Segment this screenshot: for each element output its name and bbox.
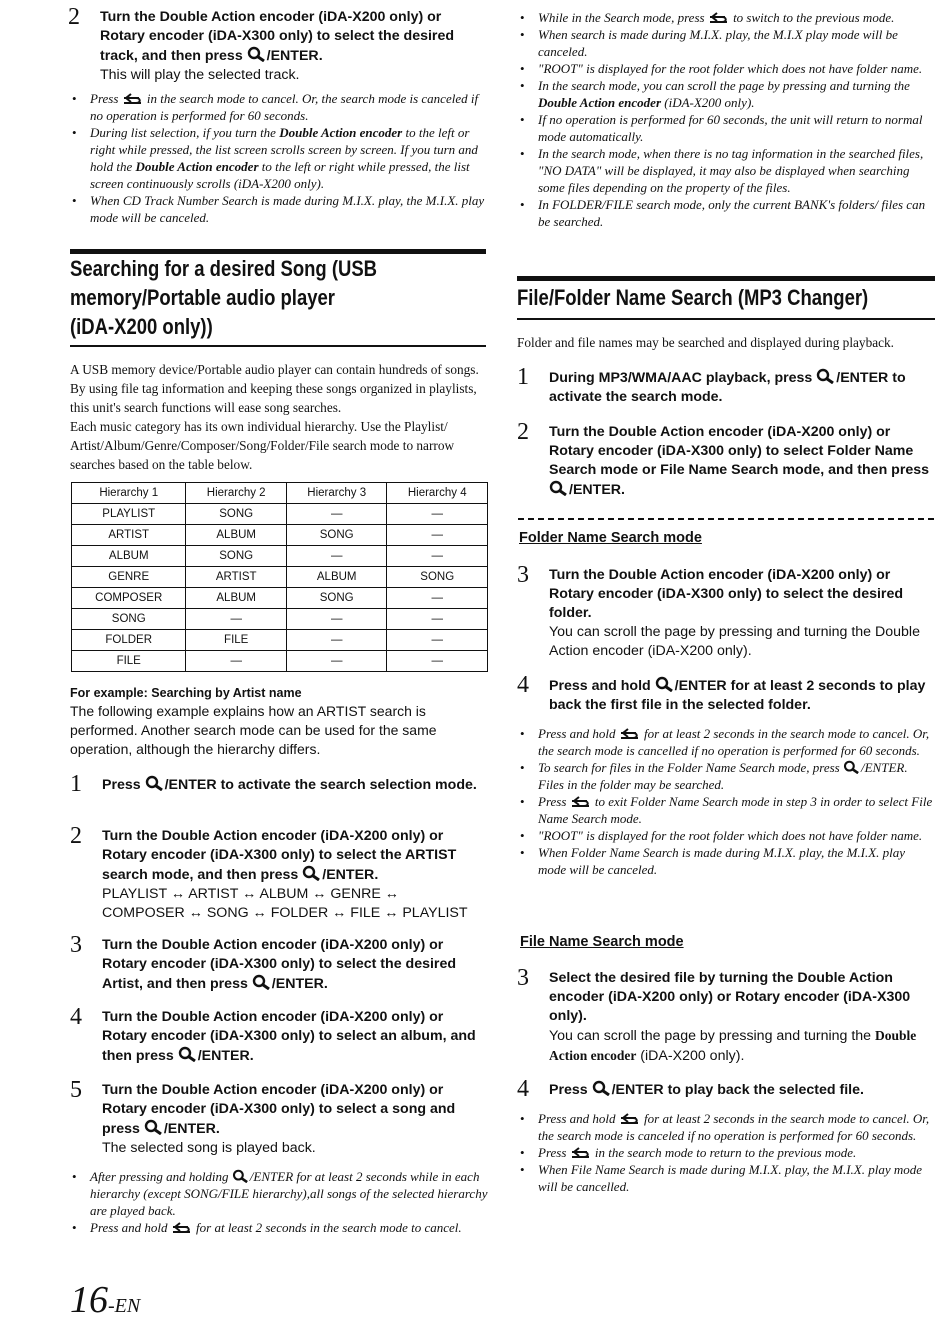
step-text: (iDA-X300 only) to select a song and press [102, 1101, 456, 1137]
return-icon [171, 1222, 193, 1234]
file-name-search-heading: File Name Search mode [520, 934, 684, 950]
step-text: to play back the selected file. [663, 1082, 864, 1098]
bullet-text: for at least 2 seconds in the search mode to cancel. [192, 1220, 462, 1235]
table-cell: — [286, 546, 387, 567]
bullet-list-bottom-left [70, 1168, 488, 1236]
bullet-text: to the left or right while pressed, the list screen continuously scrolls (iDA-X200 only). [90, 159, 470, 191]
step-number: 4 [517, 1076, 529, 1102]
search-icon [232, 1169, 250, 1183]
table-cell: FILE [186, 630, 287, 651]
hierarchy-table [71, 482, 488, 672]
search-icon [302, 865, 322, 881]
step-text: for at least 2 seconds to play back the first file in the selected folder. [549, 678, 926, 713]
bullet-text: When Folder Name Search is made during M.I.X. play, the M.I.X. play mode will be canceled. [538, 845, 906, 877]
table-cell: SONG [186, 504, 287, 525]
section-underline [517, 318, 935, 320]
folder-name-search-heading: Folder Name Search mode [519, 530, 702, 546]
title-line: (iDA-X200 only)) [70, 314, 213, 339]
bullet-text: in the search mode to return to the previous mode. [591, 1145, 857, 1160]
bullet-item [518, 1110, 936, 1144]
bullet-item [518, 111, 936, 145]
return-icon [708, 12, 730, 24]
step-text: . [215, 1121, 220, 1137]
step-note-bold: Double Action encoder [549, 1028, 917, 1063]
step-text: (iDA-X300 only) to select the desired Artist, and then press [102, 956, 457, 992]
step-text-bold: Rotary encoder [549, 443, 654, 459]
bullet-item [70, 192, 488, 226]
folder-step-3-select-folder [517, 562, 935, 661]
table-cell: COMPOSER [72, 588, 186, 609]
bullet-text: Press and hold [538, 726, 619, 741]
table-cell: ARTIST [186, 567, 287, 588]
step-number: 3 [70, 932, 82, 958]
step-number: 3 [517, 965, 529, 991]
return-icon [619, 728, 641, 740]
table-cell: — [387, 651, 488, 672]
example-heading: For example: Searching by Artist name [70, 686, 302, 700]
step-text: Press [549, 1082, 592, 1098]
right-intro: Folder and file names may be searched and displayed during playback. [517, 335, 894, 350]
bullet-item [518, 77, 936, 111]
step-text: Turn the [549, 424, 609, 440]
bullet-text: "ROOT" is displayed for the root folder which does not have folder name. [538, 61, 923, 76]
bullet-text-bold: Double Action encoder [135, 159, 259, 174]
step-text: (iDA-X300 only) to select the desired folder. [549, 586, 904, 621]
bullet-text-bold: Double Action encoder [279, 125, 403, 140]
bullet-text: To search for files in the Folder Name Search mode, press [538, 760, 843, 775]
step-text: Turn the [100, 9, 160, 25]
step-text: (iDA-X200 only) or [604, 989, 736, 1005]
table-cell: — [387, 588, 488, 609]
search-icon [592, 1080, 612, 1096]
table-cell: — [387, 504, 488, 525]
step-text: (iDA-X200 only) or [316, 1082, 444, 1098]
step-text-bold: Double Action encoder [159, 9, 315, 25]
bullet-item [518, 60, 936, 77]
step-text-bold: Double Action encoder [161, 937, 317, 953]
enter-label: /ENTER [271, 976, 324, 992]
bullet-item [518, 759, 936, 793]
step-text-bold: Rotary encoder [100, 28, 205, 44]
section-title-file-folder-search: File/Folder Name Search (MP3 Changer) [517, 285, 869, 310]
step-number: 2 [68, 4, 80, 30]
search-icon [655, 676, 675, 692]
step-text-bold: Double Action encoder [161, 1009, 317, 1025]
step-text: During MP3/WMA/AAC playback, press [549, 370, 817, 386]
bullet-text: "ROOT" is displayed for the root folder which does not have folder name. [538, 828, 923, 843]
section-rule [517, 276, 935, 281]
table-cell: FILE [72, 651, 186, 672]
step-text-bold: Double Action encoder [549, 970, 893, 1005]
step-text: Select the desired file by turning the [549, 970, 798, 986]
bullet-text-bold: Double Action encoder [538, 95, 662, 110]
table-cell: SONG [286, 588, 387, 609]
column-header: Hierarchy 4 [387, 483, 488, 504]
bullet-text: In FOLDER/FILE search mode, only the current BANK's folders/ files can be searched. [538, 197, 926, 229]
table-cell: — [186, 609, 287, 630]
step-text-bold: Rotary encoder [102, 1101, 207, 1117]
bullet-item [518, 1144, 936, 1161]
return-icon [619, 1113, 641, 1125]
table-row [72, 567, 488, 588]
table-cell: — [387, 630, 488, 651]
title-line: memory/Portable audio player [70, 285, 335, 310]
bullet-item [518, 725, 936, 759]
step-note: You can scroll the page by pressing and turning the Double Action encoder (iDA-X200 only). [549, 624, 920, 659]
column-header: Hierarchy 1 [72, 483, 186, 504]
step-text: Press and hold [549, 678, 655, 694]
enter-label: /ENTER [674, 678, 727, 694]
step-number: 5 [70, 1077, 82, 1103]
folder-bullet-list [518, 725, 936, 878]
bullet-text: to switch to the previous mode. [729, 10, 895, 25]
file-step-4-play-file [517, 1076, 935, 1102]
step-text: Turn the [102, 1009, 162, 1025]
step-text-bold: Rotary encoder [735, 989, 840, 1005]
search-icon [549, 480, 569, 496]
return-icon [122, 93, 144, 105]
step-text: (iDA-X200 only) or [763, 424, 891, 440]
table-header-row [72, 483, 488, 504]
step-text: . [323, 976, 328, 992]
table-cell: ALBUM [286, 567, 387, 588]
table-row [72, 525, 488, 546]
table-cell: — [387, 525, 488, 546]
intro-paragraph [70, 360, 488, 474]
table-cell: ALBUM [186, 588, 287, 609]
bullet-item [70, 124, 488, 192]
step-note: (iDA-X200 only). [636, 1048, 745, 1064]
search-icon [816, 368, 836, 384]
intro-text: A USB memory device/Portable audio player can contain hundreds of songs. By using file tag information and keeping these songs organized in playlists, this unit's search functions will ease song searches. [70, 362, 479, 415]
bullet-text: in the search mode to cancel. Or, the search mode is canceled if no operation is performed for 60 seconds. [90, 91, 479, 123]
bullet-text: Press [538, 1145, 570, 1160]
bullet-text: Press [90, 91, 122, 106]
step-text: (iDA-X200 only) or [316, 828, 444, 844]
table-cell: ALBUM [186, 525, 287, 546]
step-text: Turn the [102, 937, 162, 953]
table-row [72, 651, 488, 672]
bullet-item [518, 793, 936, 827]
mode-cycle-line: COMPOSER ↔ SONG ↔ FOLDER ↔ FILE ↔ PLAYLIST [102, 905, 468, 921]
step-1-activate-search [70, 771, 488, 797]
bullet-text: /ENTER for at least 2 seconds while in each hierarchy (except SONG/FILE hierarchy),all songs of the selected hierarchy are played back. [90, 1169, 488, 1218]
table-row [72, 588, 488, 609]
bullet-item [518, 9, 936, 26]
bullet-text: When CD Track Number Search is made during M.I.X. play, the M.I.X. play mode will be canceled. [90, 193, 485, 225]
table-cell: — [286, 630, 387, 651]
column-header: Hierarchy 2 [186, 483, 287, 504]
page-number [70, 1278, 140, 1322]
bullet-text: When search is made during M.I.X. play, the M.I.X play mode will be canceled. [538, 27, 898, 59]
step-4-select-album [70, 1004, 488, 1066]
table-cell: — [286, 504, 387, 525]
step-note: You can scroll the page by pressing and turning the [549, 1028, 876, 1044]
step-text: . [318, 48, 323, 64]
step-text: to activate the search mode. [549, 370, 906, 405]
step-text-bold: Double Action encoder [608, 567, 764, 583]
table-cell: — [387, 546, 488, 567]
bullet-text: While in the Search mode, press [538, 10, 708, 25]
return-icon [570, 1147, 592, 1159]
table-cell: FOLDER [72, 630, 186, 651]
search-icon [252, 974, 272, 990]
enter-label: /ENTER [266, 48, 319, 64]
bullet-text: In the search mode, you can scroll the page by pressing and turning the [538, 78, 910, 93]
section-underline [70, 345, 486, 347]
bullet-text: During list selection, if you turn the [90, 125, 280, 140]
bullet-text: Press [538, 794, 570, 809]
step-text: to activate the search selection mode. [216, 777, 477, 793]
search-icon [144, 1119, 164, 1135]
search-icon [178, 1046, 198, 1062]
bullet-text: to the left or right while pressed, the list screen scrolls screen by screen. If you turn and hold the [90, 125, 478, 174]
step-text-bold: Rotary encoder [102, 1028, 207, 1044]
step-number: 1 [517, 364, 529, 390]
step-text: (iDA-X300 only) to select the ARTIST search mode, and then press [102, 847, 457, 883]
bullet-text: Press and hold [538, 1111, 619, 1126]
step-number: 1 [70, 771, 82, 797]
bullet-text: When File Name Search is made during M.I.X. play, the M.I.X. play mode will be cancelled. [538, 1162, 923, 1194]
bullet-item [518, 26, 936, 60]
step-text: (iDA-X300 only) to select the desired track, and then press [100, 28, 455, 64]
example-text: The following example explains how an ARTIST search is performed. Another search mode can be used for the same operation, although the hierarchy differs. [70, 703, 437, 757]
bullet-text: If no operation is performed for 60 seconds, the unit will return to normal mode automatically. [538, 112, 923, 144]
step-text-bold: Rotary encoder [549, 586, 654, 602]
step-text-bold: Double Action encoder [608, 424, 764, 440]
step-number: 2 [70, 823, 82, 849]
bullet-item [518, 196, 936, 230]
step-2-select-name-search-mode [517, 419, 935, 500]
step-text: Turn the [102, 1082, 162, 1098]
step-text: Turn the [549, 567, 609, 583]
table-cell: SONG [72, 609, 186, 630]
bullet-text: for at least 2 seconds in the search mode to cancel. Or, the search mode is canceled if no operation is performed for 60 seconds. [538, 1111, 930, 1143]
step-text: (iDA-X300 only) to select Folder Name Search mode or File Name Search mode, and then press [549, 443, 930, 478]
step-2-artist-mode [70, 823, 488, 923]
step-1-activate-mp3-search [517, 364, 935, 407]
search-icon [247, 46, 267, 62]
step-number: 4 [70, 1004, 82, 1030]
enter-label: /ENTER [569, 482, 622, 498]
step-text: (iDA-X300 only). [549, 989, 911, 1024]
enter-label: /ENTER [611, 1082, 664, 1098]
enter-label: /ENTER [163, 1121, 216, 1137]
step-number: 3 [517, 562, 529, 588]
step-text: (iDA-X200 only) or [316, 1009, 444, 1025]
page-suffix: -EN [108, 1295, 141, 1317]
step-text: (iDA-X200 only) or [314, 9, 442, 25]
enter-label: /ENTER [322, 867, 375, 883]
step-text: . [374, 867, 379, 883]
table-cell: — [286, 651, 387, 672]
title-line: Searching for a desired Song (USB [70, 256, 378, 281]
step-text: (iDA-X200 only) or [316, 937, 444, 953]
step-text: . [249, 1048, 254, 1064]
table-row [72, 504, 488, 525]
enter-label: /ENTER [836, 370, 889, 386]
bullet-text: for at least 2 seconds in the search mode to cancel. Or, the search mode is cancelled if no operation is performed for 60 seconds. [538, 726, 930, 758]
search-icon [843, 760, 861, 774]
step-3-select-artist [70, 932, 488, 994]
step-text-bold: Rotary encoder [102, 847, 207, 863]
search-icon [145, 775, 165, 791]
table-cell: — [186, 651, 287, 672]
folder-step-4-play-first-file [517, 672, 935, 715]
return-icon [570, 796, 592, 808]
file-bullet-list [518, 1110, 936, 1195]
table-cell: — [286, 609, 387, 630]
table-row [72, 630, 488, 651]
step-text-bold: Double Action encoder [161, 828, 317, 844]
page-number-value: 16 [70, 1279, 108, 1321]
bullet-item [518, 827, 936, 844]
table-cell: — [387, 609, 488, 630]
table-cell: SONG [387, 567, 488, 588]
step-text: (iDA-X300 only) to select an album, and then press [102, 1028, 476, 1064]
table-cell: ARTIST [72, 525, 186, 546]
step-text: Press [102, 777, 145, 793]
step-note: The selected song is played back. [102, 1140, 316, 1156]
bullet-list-top-right [518, 9, 936, 230]
table-cell: SONG [286, 525, 387, 546]
table-cell: GENRE [72, 567, 186, 588]
table-cell: ALBUM [72, 546, 186, 567]
section-title-song-search [70, 254, 377, 341]
step-text: Turn the [102, 828, 162, 844]
bullet-list-top-left [70, 90, 488, 226]
enter-label: /ENTER [197, 1048, 250, 1064]
bullet-text: (iDA-X200 only). [661, 95, 755, 110]
step-text-bold: Rotary encoder [102, 956, 207, 972]
bullet-item [70, 1168, 488, 1219]
bullet-text: /ENTER. Files in the folder may be searched. [538, 760, 908, 792]
step-number: 4 [517, 672, 529, 698]
table-row [72, 609, 488, 630]
step-text: (iDA-X200 only) or [763, 567, 891, 583]
bullet-text: to exit Folder Name Search mode in step 3 in order to select File Name Search mode. [538, 794, 933, 826]
enter-label: /ENTER [164, 777, 217, 793]
example-block [70, 684, 488, 759]
intro-text-2: Each music category has its own individual hierarchy. Use the Playlist/ Artist/Album/Genre/Composer/Song/Folder/File search mode to narrow searches based on the table below. [70, 419, 455, 472]
bullet-item [70, 90, 488, 124]
dashed-divider [518, 518, 934, 520]
step-2-select-track [68, 4, 488, 85]
step-text-bold: Double Action encoder [161, 1082, 317, 1098]
step-number: 2 [517, 419, 529, 445]
bullet-item [70, 1219, 488, 1236]
step-5-select-song [70, 1077, 488, 1158]
bullet-item [518, 1161, 936, 1195]
mode-cycle-line: PLAYLIST ↔ ARTIST ↔ ALBUM ↔ GENRE ↔ [102, 886, 399, 902]
bullet-text: In the search mode, when there is no tag information in the searched files, "NO DATA" will be displayed, it may also be displayed when searching some files depending on the property of the files. [538, 146, 924, 195]
step-note: This will play the selected track. [100, 67, 300, 83]
bullet-text: After pressing and holding [90, 1169, 232, 1184]
bullet-item [518, 145, 936, 196]
table-cell: PLAYLIST [72, 504, 186, 525]
table-cell: SONG [186, 546, 287, 567]
bullet-text: Press and hold [90, 1220, 171, 1235]
column-header: Hierarchy 3 [286, 483, 387, 504]
table-row [72, 546, 488, 567]
step-text: . [621, 482, 625, 498]
bullet-item [518, 844, 936, 878]
file-step-3-select-file [517, 965, 935, 1066]
